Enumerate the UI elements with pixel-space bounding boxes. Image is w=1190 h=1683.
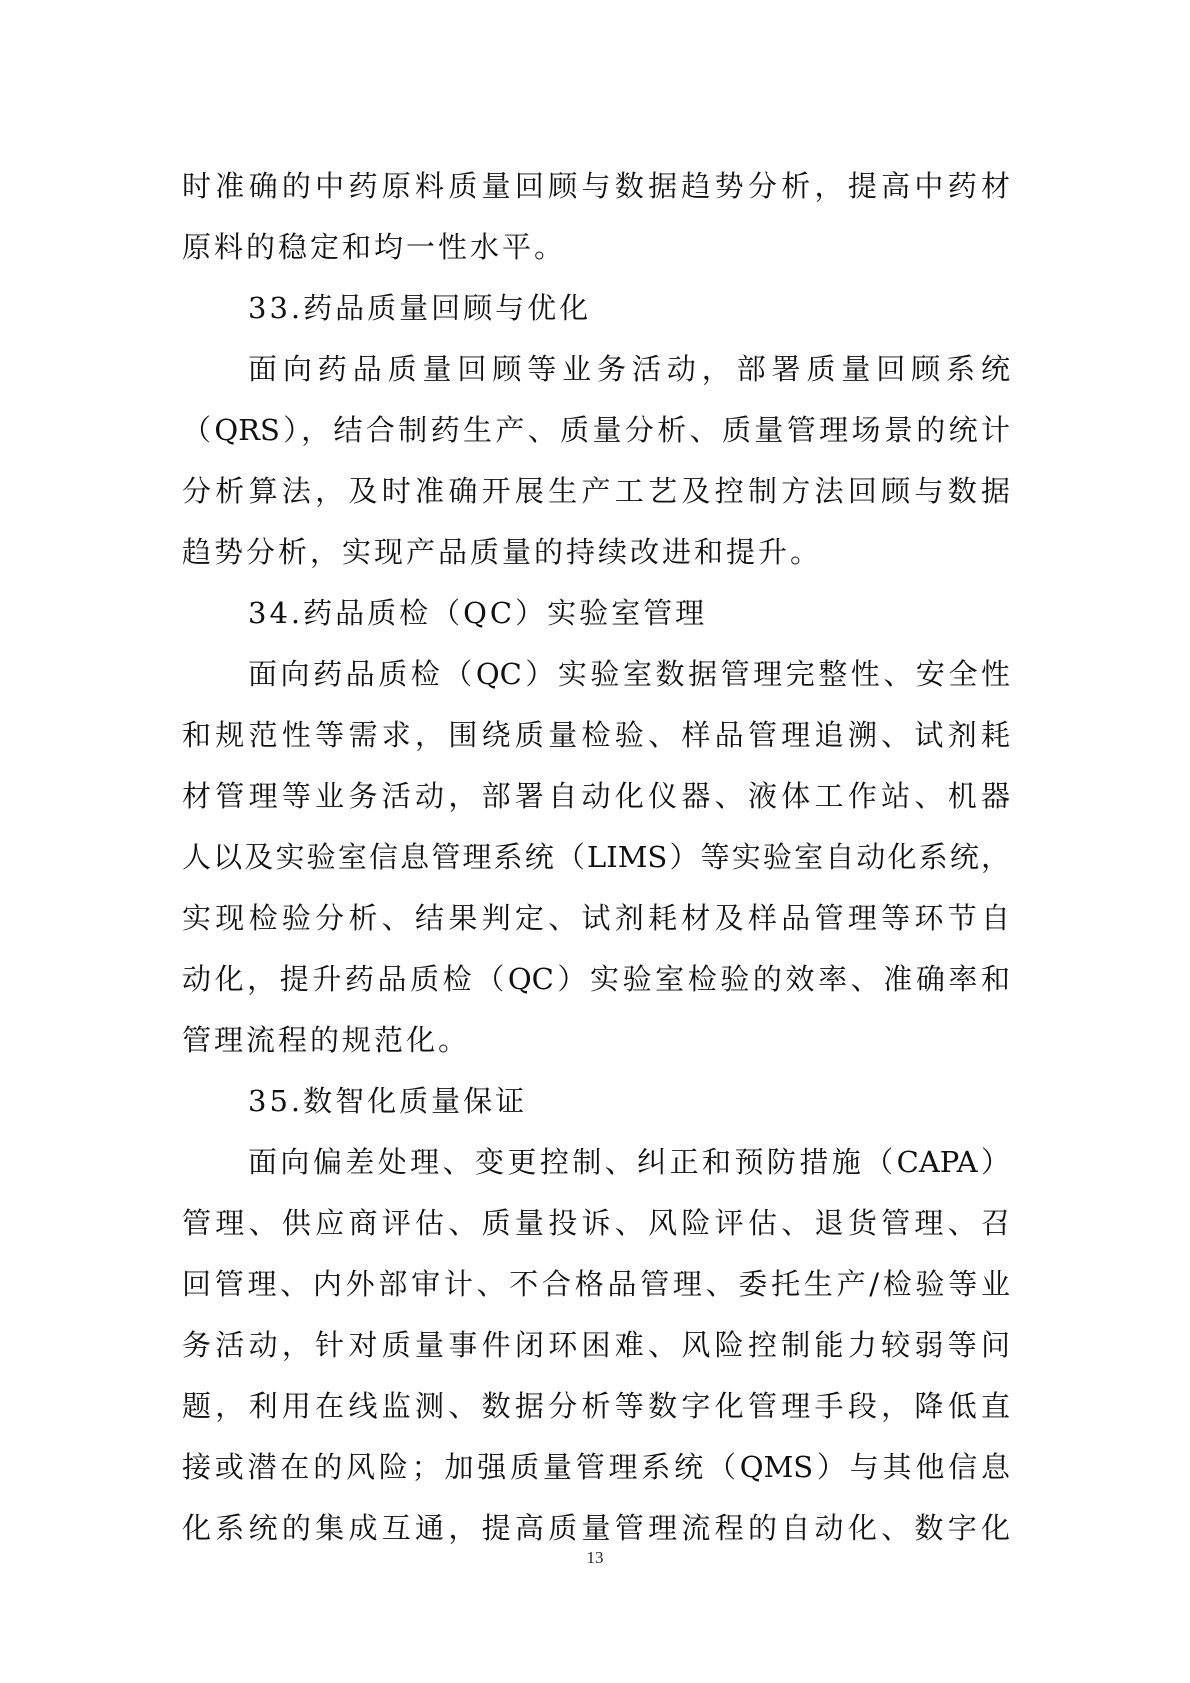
text-line: 接或潜在的风险；加强质量管理系统（QMS）与其他信息 xyxy=(182,1450,1010,1484)
text-line: 人以及实验室信息管理系统（LIMS）等实验室自动化系统， xyxy=(182,840,1010,874)
body-text xyxy=(182,156,1010,1559)
text-line: 管理流程的规范化。 xyxy=(182,1023,471,1057)
text-line: 面向偏差处理、变更控制、纠正和预防措施（CAPA） xyxy=(248,1145,1010,1179)
text-line: 分析算法，及时准确开展生产工艺及控制方法回顾与数据 xyxy=(182,474,1010,508)
section-heading: 35.数智化质量保证 xyxy=(248,1084,528,1118)
text-line: 原料的稳定和均一性水平。 xyxy=(182,230,567,264)
text-line: 实现检验分析、结果判定、试剂耗材及样品管理等环节自 xyxy=(182,901,1010,935)
text-line: 回管理、内外部审计、不合格品管理、委托生产/检验等业 xyxy=(182,1267,1010,1301)
text-line: 材管理等业务活动，部署自动化仪器、液体工作站、机器 xyxy=(182,779,1010,813)
text-line: 和规范性等需求，围绕质量检验、样品管理追溯、试剂耗 xyxy=(182,718,1010,752)
text-line: （QRS），结合制药生产、质量分析、质量管理场景的统计 xyxy=(182,413,1010,447)
text-line: 动化，提升药品质检（QC）实验室检验的效率、准确率和 xyxy=(182,962,1010,996)
text-line: 题，利用在线监测、数据分析等数字化管理手段，降低直 xyxy=(182,1389,1010,1423)
section-heading: 34.药品质检（QC）实验室管理 xyxy=(248,596,708,630)
section-heading: 33.药品质量回顾与优化 xyxy=(248,291,592,325)
text-line: 管理、供应商评估、质量投诉、风险评估、退货管理、召 xyxy=(182,1206,1010,1240)
text-line: 面向药品质检（QC）实验室数据管理完整性、安全性 xyxy=(248,657,1010,691)
text-line: 务活动，针对质量事件闭环困难、风险控制能力较弱等问 xyxy=(182,1328,1010,1362)
text-line: 趋势分析，实现产品质量的持续改进和提升。 xyxy=(182,535,823,569)
text-line: 化系统的集成互通，提高质量管理流程的自动化、数字化 xyxy=(182,1511,1010,1545)
page-number: 13 xyxy=(586,1548,604,1567)
text-line: 时准确的中药原料质量回顾与数据趋势分析，提高中药材 xyxy=(182,169,1010,203)
text-line: 面向药品质量回顾等业务活动，部署质量回顾系统 xyxy=(248,352,1010,386)
